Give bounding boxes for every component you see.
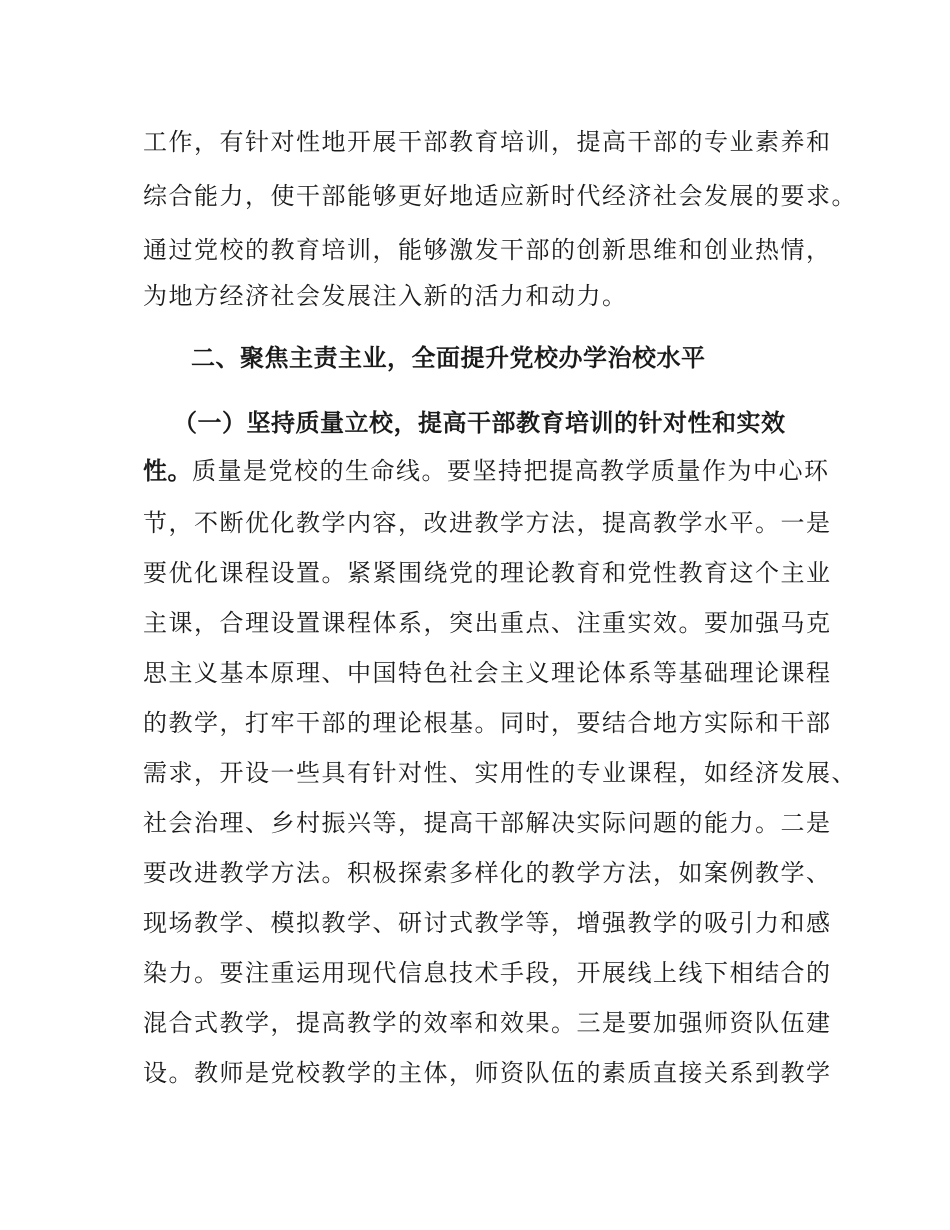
paragraph-line: 混合式教学，提高教学的效率和效果。三是要加强师资队伍建	[143, 1009, 832, 1037]
section-heading: 二、聚焦主责主业，全面提升党校办学治校水平	[191, 344, 706, 372]
paragraph-line: 染力。要注重运用现代信息技术手段，开展线上线下相结合的	[143, 959, 832, 987]
paragraph-line: 思主义基本原理、中国特色社会主义理论体系等基础理论课程	[143, 659, 832, 687]
subsection-heading-end: 性。	[143, 457, 192, 485]
paragraph-text: 质量是党校的生命线。要坚持把提高教学质量作为中心环	[192, 457, 830, 485]
paragraph-line: 现场教学、模拟教学、研讨式教学等，增强教学的吸引力和感	[143, 909, 832, 937]
paragraph-line: 的教学，打牢干部的理论根基。同时，要结合地方实际和干部	[143, 709, 832, 737]
paragraph-line	[143, 453, 830, 489]
paragraph-line: 设。教师是党校教学的主体，师资队伍的素质直接关系到教学	[143, 1059, 832, 1087]
paragraph-line: 为地方经济社会发展注入新的活力和动力。	[143, 282, 628, 310]
paragraph-line: 要优化课程设置。紧紧围绕党的理论教育和党性教育这个主业	[143, 559, 832, 587]
subsection-heading: （一）坚持质量立校，提高干部教育培训的针对性和实效	[173, 409, 786, 437]
paragraph-line: 节，不断优化教学内容，改进教学方法，提高教学水平。一是	[143, 509, 832, 537]
paragraph-line: 通过党校的教育培训，能够激发干部的创新思维和创业热情，	[143, 236, 832, 264]
paragraph-line: 主课，合理设置课程体系，突出重点、注重实效。要加强马克	[143, 609, 832, 637]
paragraph-line: 要改进教学方法。积极探索多样化的教学方法，如案例教学、	[143, 859, 832, 887]
paragraph-line: 综合能力，使干部能够更好地适应新时代经济社会发展的要求。	[143, 182, 857, 210]
paragraph-line: 工作，有针对性地开展干部教育培训，提高干部的专业素养和	[143, 128, 832, 156]
paragraph-line: 社会治理、乡村振兴等，提高干部解决实际问题的能力。二是	[143, 809, 832, 837]
paragraph-line: 需求，开设一些具有针对性、实用性的专业课程，如经济发展、	[143, 759, 857, 787]
